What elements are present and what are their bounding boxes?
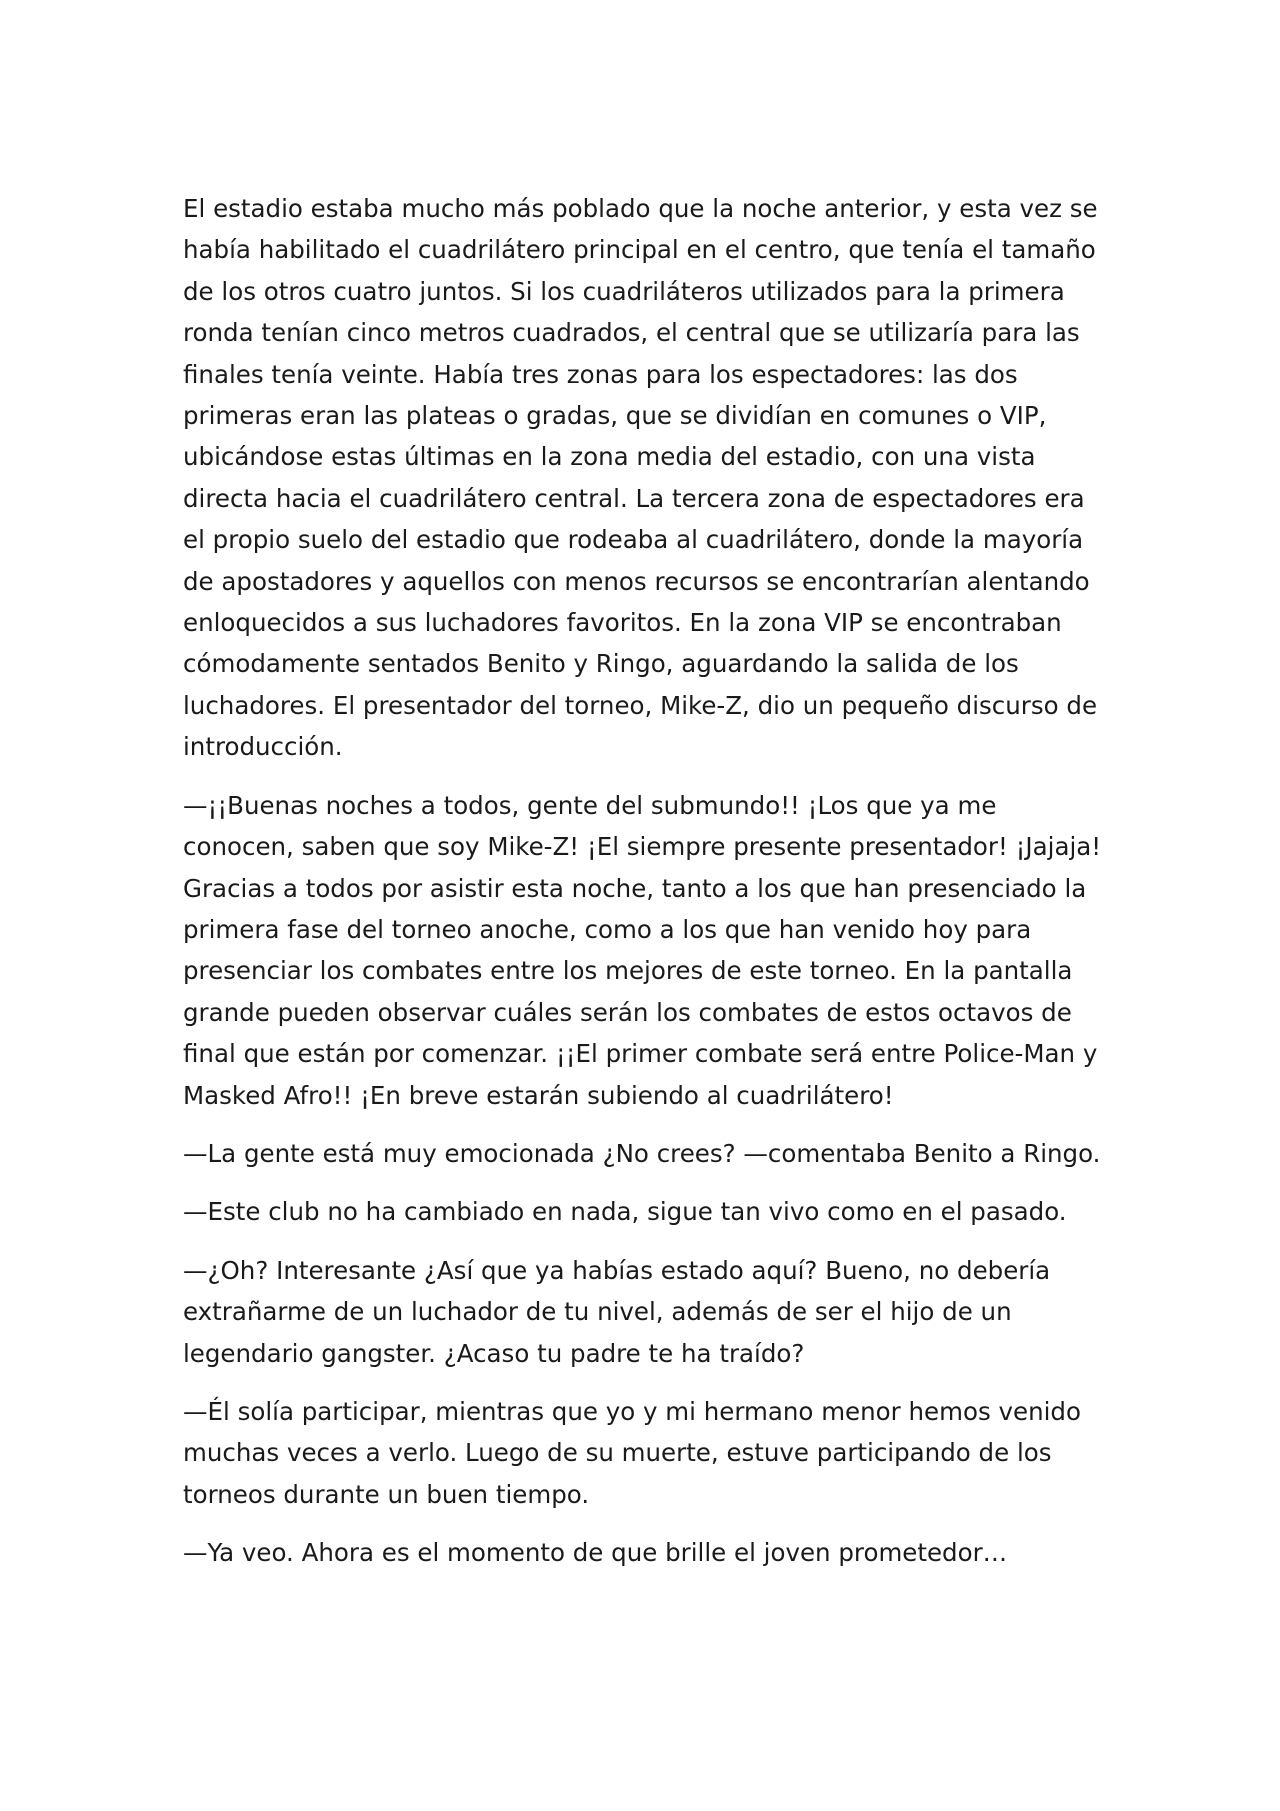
paragraph-dialogue-ringo-2: —Él solía participar, mientras que yo y mi hermano menor hemos venido muchas veces a verlo. Luego de su muerte, estuve participando de los torneos durante un buen tiempo. [183,1396,1081,1509]
paragraph-dialogue-ringo: —Este club no ha cambiado en nada, sigue tan vivo como en el pasado. [183,1197,1067,1227]
paragraph-dialogue-presenter: —¡¡Buenas noches a todos, gente del submundo!! ¡Los que ya me conocen, saben que soy Mike-Z! ¡El siempre presente presentador! ¡Jajaja! Gracias a todos por asistir esta noche, tanto a los que han presenciado la primera fase del torneo anoche, como a los que han venido hoy para presenciar los combates entre los mejores de este torneo. En la pantalla grande pueden observar cuáles serán los combates de estos octavos de final que están por comenzar. ¡¡El primer combate será entre Police-Man y Masked Afro!! ¡En breve estarán subiendo al cuadrilátero! [183,790,1102,1110]
paragraph-dialogue-benito: —La gente está muy emocionada ¿No crees? —comentaba Benito a Ringo. [183,1138,1101,1168]
paragraph-narration: El estadio estaba mucho más poblado que la noche anterior, y esta vez se había habilitado el cuadrilátero principal en el centro, que tenía el tamaño de los otros cuatro juntos. Si los cuadriláteros utilizados para la primera ronda tenían cinco metros cuadrados, el central que se utilizaría para las finales tenía veinte. Había tres zonas para los espectadores: las dos primeras eran las plateas o gradas, que se dividían en comunes o VIP, ubicándose estas últimas en la zona media del estadio, con una vista directa hacia el cuadrilátero central. La tercera zona de espectadores era el propio suelo del estadio que rodeaba al cuadrilátero, donde la mayoría de apostadores y aquellos con menos recursos se encontrarían alentando enloquecidos a sus luchadores favoritos. En la zona VIP se encontraban cómodamente sentados Benito y Ringo, aguardando la salida de los luchadores. El presentador del torneo, Mike-Z, dio un pequeño discurso de introducción. [183,194,1098,762]
paragraph-dialogue-benito-3: —Ya veo. Ahora es el momento de que brille el joven prometedor… [183,1538,1008,1568]
document-page [183,188,1103,1591]
paragraph-dialogue-benito-2: —¿Oh? Interesante ¿Así que ya habías estado aquí? Bueno, no debería extrañarme de un luchador de tu nivel, además de ser el hijo de un legendario gangster. ¿Acaso tu padre te ha traído? [183,1255,1051,1368]
